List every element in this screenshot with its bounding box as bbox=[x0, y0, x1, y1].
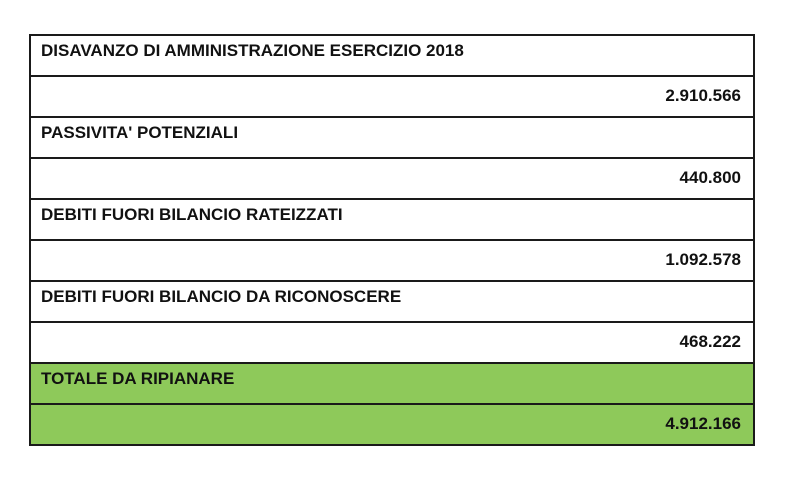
debt-summary-table bbox=[29, 34, 755, 446]
row-label-debiti-rateizzati: DEBITI FUORI BILANCIO RATEIZZATI bbox=[31, 200, 753, 241]
row-label-passivita: PASSIVITA' POTENZIALI bbox=[31, 118, 753, 159]
total-label: TOTALE DA RIPIANARE bbox=[31, 364, 753, 405]
row-label-disavanzo: DISAVANZO DI AMMINISTRAZIONE ESERCIZIO 2018 bbox=[31, 36, 753, 77]
row-label-debiti-da-riconoscere: DEBITI FUORI BILANCIO DA RICONOSCERE bbox=[31, 282, 753, 323]
row-value-debiti-rateizzati: 1.092.578 bbox=[31, 241, 753, 282]
row-value-disavanzo: 2.910.566 bbox=[31, 77, 753, 118]
row-value-debiti-da-riconoscere: 468.222 bbox=[31, 323, 753, 364]
total-value: 4.912.166 bbox=[31, 405, 753, 446]
row-value-passivita: 440.800 bbox=[31, 159, 753, 200]
